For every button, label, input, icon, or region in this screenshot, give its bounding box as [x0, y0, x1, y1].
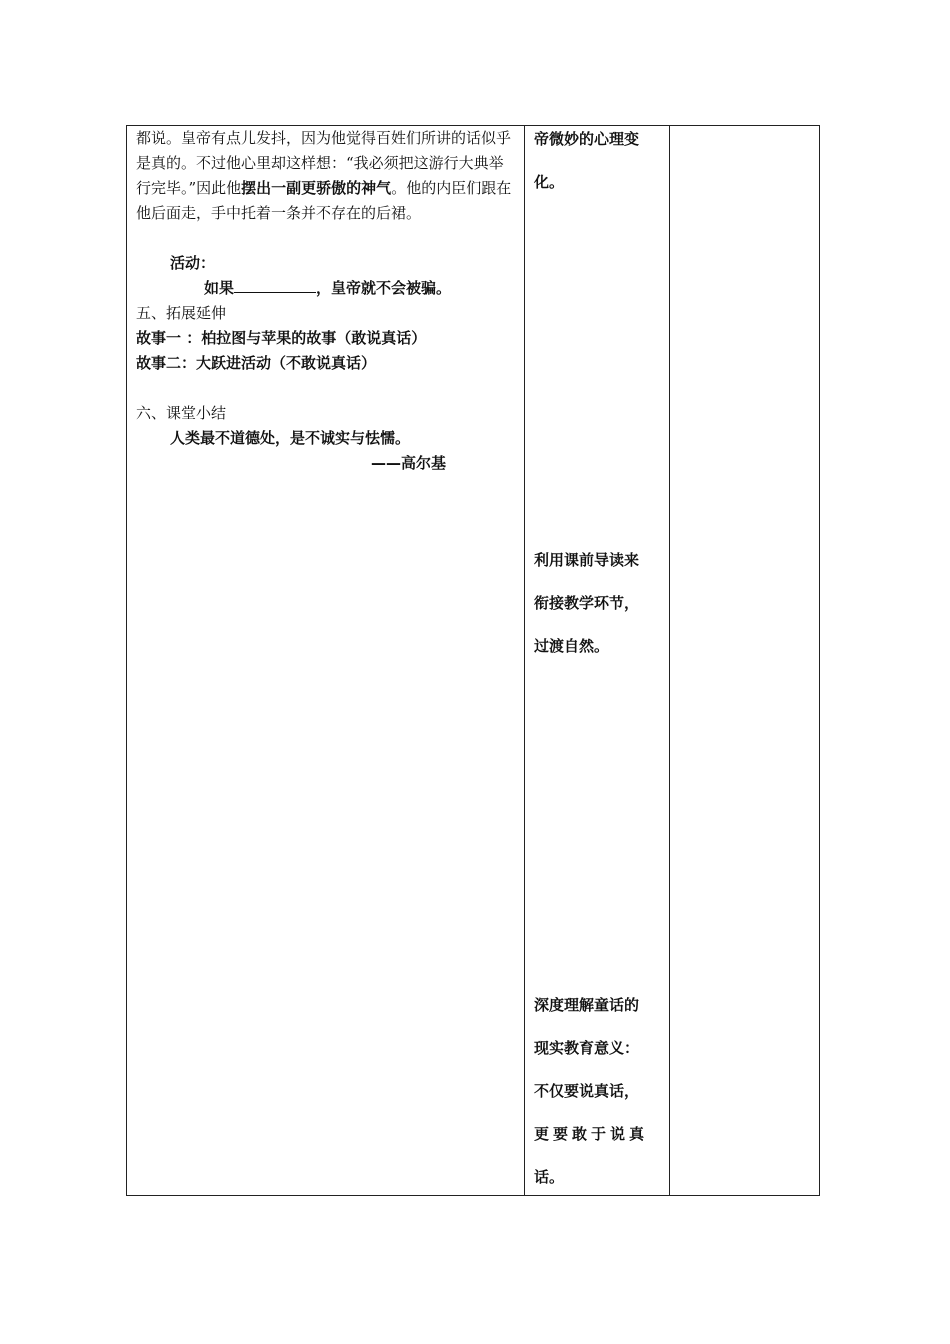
notes-cell: [525, 126, 670, 1196]
activity-suffix: ，皇帝就不会被骗。: [316, 279, 452, 297]
section-6-title: 六、课堂小结: [136, 404, 227, 422]
lesson-table: [126, 125, 820, 1196]
paragraph-bold-text: 摆出一副更骄傲的神气: [241, 179, 392, 197]
note-line: 话。: [534, 1168, 565, 1186]
note-line: 化。: [534, 173, 565, 191]
activity-label: 活动：: [170, 254, 216, 272]
content-column: [127, 126, 524, 1195]
note-meaning: [534, 992, 664, 1207]
quote-author: ——高尔基: [371, 454, 447, 472]
note-line: 帝微妙的心理变: [534, 130, 640, 148]
note-line: 过渡自然。: [534, 637, 610, 655]
notes-column: [525, 126, 669, 1195]
empty-cell: [670, 126, 820, 1196]
note-line: 深度理解童话的: [534, 996, 640, 1014]
fill-in-blank: [234, 277, 316, 293]
paragraph-text-2: 。他的内臣们跟在他后面走，手中托着一条并不存在的后裙。: [136, 179, 512, 222]
activity-prefix: 如果: [204, 279, 235, 297]
note-line: 现实教育意义：: [534, 1039, 640, 1057]
note-line: 衔接教学环节，: [534, 594, 640, 612]
story-2: 故事二：大跃进活动（不敢说真话）: [136, 354, 377, 372]
note-line: 利用课前导读来: [534, 551, 640, 569]
content-cell: [127, 126, 525, 1196]
table-row: [127, 126, 820, 1196]
note-line: 不仅要说真话，: [534, 1082, 640, 1100]
activity-sentence: [204, 277, 451, 298]
story-paragraph: [136, 126, 516, 226]
note-psychology: [534, 126, 664, 212]
summary-quote: 人类最不道德处，是不诚实与怯懦。: [170, 429, 411, 447]
note-line: 更要敢于说真: [534, 1125, 649, 1143]
note-transition: [534, 547, 664, 676]
section-5-title: 五、拓展延伸: [136, 304, 227, 322]
paragraph-text-1: 都说。皇帝有点儿发抖，因为他觉得百姓们所讲的话似乎是真的。不过他心里却这样想：“我必须把这游行大典举行完毕。”因此他: [136, 129, 512, 197]
story-1: 故事一 ：柏拉图与苹果的故事（敢说真话）: [136, 329, 427, 347]
